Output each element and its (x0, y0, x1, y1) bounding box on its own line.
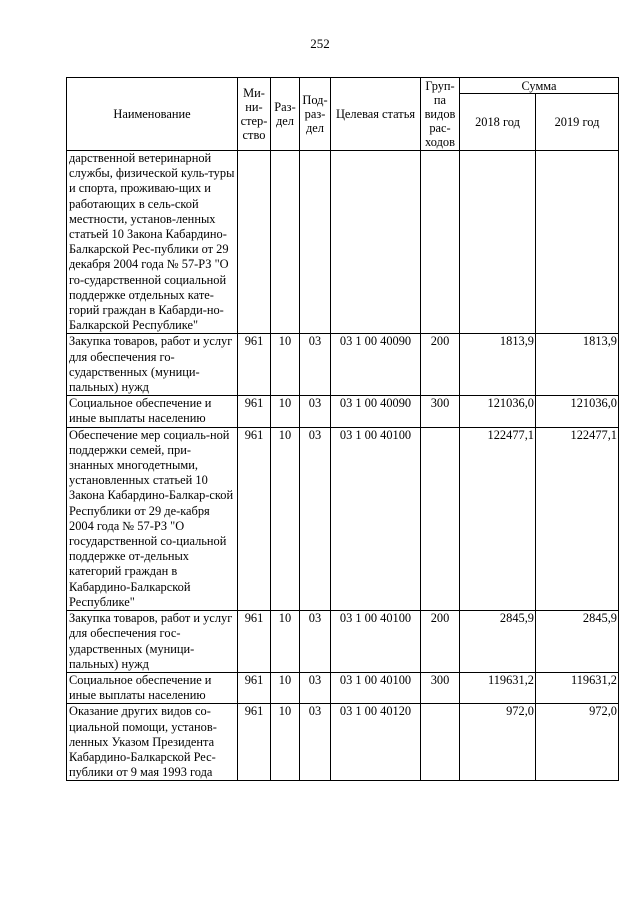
cell-name: Социальное обеспечение и иные выплаты населению (67, 396, 238, 427)
cell-amount-2018 (460, 151, 536, 334)
cell-amount-2018: 122477,1 (460, 427, 536, 610)
cell-section: 10 (271, 427, 300, 610)
header-year-2019: 2019 год (536, 94, 619, 151)
cell-subsection: 03 (300, 396, 331, 427)
cell-ministry: 961 (238, 672, 271, 703)
cell-expense-group: 200 (421, 611, 460, 673)
cell-expense-group (421, 704, 460, 781)
cell-expense-group: 300 (421, 396, 460, 427)
cell-target: 03 1 00 40100 (331, 427, 421, 610)
cell-target: 03 1 00 40090 (331, 396, 421, 427)
cell-amount-2019: 119631,2 (536, 672, 619, 703)
cell-amount-2019 (536, 151, 619, 334)
cell-ministry: 961 (238, 611, 271, 673)
cell-subsection: 03 (300, 334, 331, 396)
cell-name: Оказание других видов со-циальной помощи, установ-ленных Указом Президента Кабардино-Балкарской Рес-публики от 9 мая 1993 года (67, 704, 238, 781)
budget-table (66, 77, 619, 781)
cell-name: Закупка товаров, работ и услуг для обеспечения гос-ударственных (муници-пальных) нужд (67, 611, 238, 673)
header-subsection: Под-раз-дел (300, 78, 331, 151)
cell-section (271, 151, 300, 334)
cell-section: 10 (271, 334, 300, 396)
table-row (67, 704, 619, 781)
cell-ministry (238, 151, 271, 334)
cell-amount-2019: 2845,9 (536, 611, 619, 673)
cell-amount-2018: 121036,0 (460, 396, 536, 427)
cell-expense-group: 200 (421, 334, 460, 396)
cell-subsection: 03 (300, 704, 331, 781)
header-sum: Сумма (460, 78, 619, 94)
cell-ministry: 961 (238, 704, 271, 781)
cell-section: 10 (271, 672, 300, 703)
cell-amount-2019: 972,0 (536, 704, 619, 781)
cell-target: 03 1 00 40120 (331, 704, 421, 781)
cell-amount-2018: 2845,9 (460, 611, 536, 673)
cell-ministry: 961 (238, 334, 271, 396)
cell-section: 10 (271, 704, 300, 781)
table-row (67, 334, 619, 396)
cell-amount-2018: 119631,2 (460, 672, 536, 703)
table-row (67, 151, 619, 334)
header-name: Наименование (67, 78, 238, 151)
cell-section: 10 (271, 611, 300, 673)
table-row (67, 427, 619, 610)
cell-expense-group (421, 151, 460, 334)
cell-subsection (300, 151, 331, 334)
cell-amount-2018: 1813,9 (460, 334, 536, 396)
cell-name: дарственной ветеринарной службы, физической куль-туры и спорта, проживаю-щих и работающих в сель-ской местности, установ-ленных статьей 10 Закона Кабардино-Балкарской Рес-публики от 29 декабря 2004 года № 57-РЗ "О го-сударственной социальной поддержке отдельных кате-горий граждан в Кабарди-но-Балкарской Республике" (67, 151, 238, 334)
cell-target (331, 151, 421, 334)
cell-section: 10 (271, 396, 300, 427)
table-row (67, 396, 619, 427)
cell-target: 03 1 00 40090 (331, 334, 421, 396)
cell-ministry: 961 (238, 427, 271, 610)
cell-expense-group (421, 427, 460, 610)
header-target: Целевая статья (331, 78, 421, 151)
cell-amount-2018: 972,0 (460, 704, 536, 781)
cell-expense-group: 300 (421, 672, 460, 703)
cell-ministry: 961 (238, 396, 271, 427)
cell-subsection: 03 (300, 611, 331, 673)
table-row (67, 611, 619, 673)
cell-target: 03 1 00 40100 (331, 611, 421, 673)
cell-subsection: 03 (300, 427, 331, 610)
table-row (67, 672, 619, 703)
cell-name: Социальное обеспечение и иные выплаты населению (67, 672, 238, 703)
header-section: Раз-дел (271, 78, 300, 151)
cell-name: Закупка товаров, работ и услуг для обеспечения го-сударственных (муници-пальных) нужд (67, 334, 238, 396)
cell-amount-2019: 121036,0 (536, 396, 619, 427)
header-year-2018: 2018 год (460, 94, 536, 151)
cell-target: 03 1 00 40100 (331, 672, 421, 703)
header-ministry: Ми-ни-стер-ство (238, 78, 271, 151)
cell-amount-2019: 1813,9 (536, 334, 619, 396)
cell-subsection: 03 (300, 672, 331, 703)
page-number: 252 (310, 36, 330, 51)
header-expense-group: Груп-па видов рас-ходов (421, 78, 460, 151)
cell-amount-2019: 122477,1 (536, 427, 619, 610)
cell-name: Обеспечение мер социаль-ной поддержки семей, при-знанных многодетными, установленных статьей 10 Закона Кабардино-Балкар-ской Республики от 29 де-кабря 2004 года № 57-РЗ "О государственной со-циальной поддержке от-дельных категорий граждан в Кабардино-Балкарской Республике" (67, 427, 238, 610)
